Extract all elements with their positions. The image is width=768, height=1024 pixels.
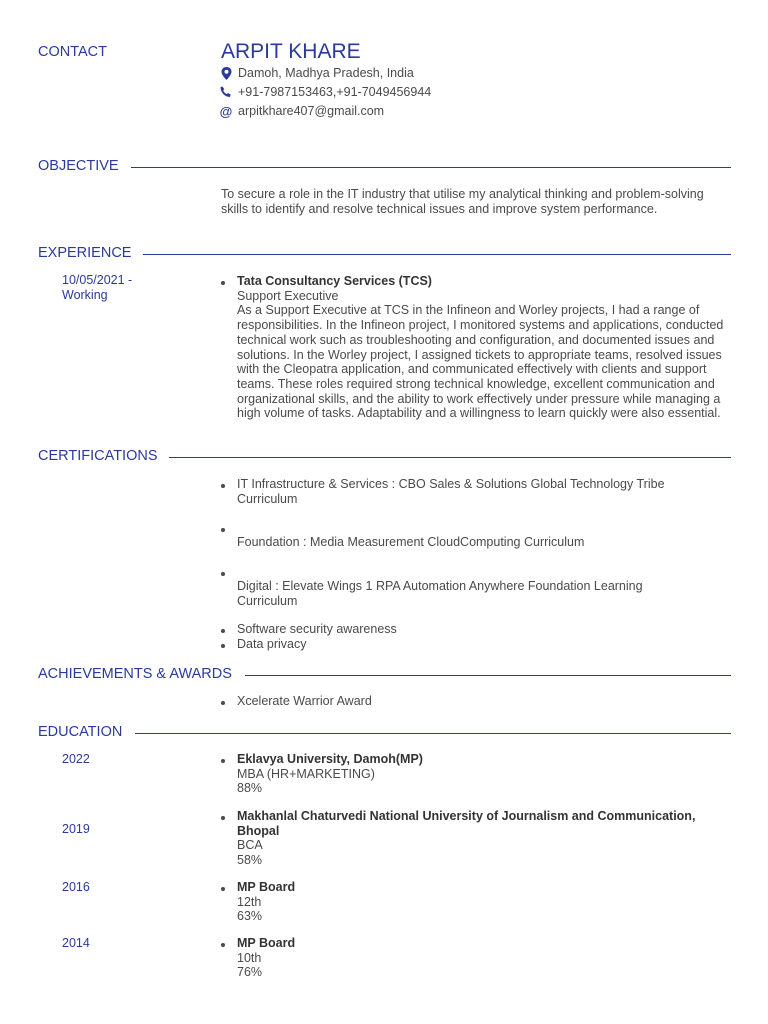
education-score: 76% (237, 965, 263, 980)
bullet (221, 816, 227, 822)
objective-heading: OBJECTIVE (38, 158, 119, 174)
education-item (237, 936, 731, 980)
bullet (221, 644, 227, 650)
education-institution: MP Board (237, 936, 296, 950)
objective-text: To secure a role in the IT industry that utilise my analytical thinking and problem-solving skills to identify and resolve technical issues and improve system performance. (221, 187, 704, 216)
achievements-heading: ACHIEVEMENTS & AWARDS (38, 666, 232, 682)
experience-description: As a Support Executive at TCS in the Infineon and Worley projects, I had a range of responsibilities. In the Infineon project, I monitored systems and applications, conducted technical work such as troubleshooting and configuration, and documented issues and solutions. In the Worley project, I assigned tickets to appropriate teams, resolved issues with the Cleopatra application, and communicated effectively with clients and support teams. These roles required strong technical knowledge, excellent communication and organizational skills, and the ability to work effectively under pressure while managing a high volume of tasks. Adaptability and a willingness to learn quickly were also essential. (237, 303, 724, 421)
education-item (237, 752, 731, 796)
education-degree: 12th (237, 894, 262, 909)
bullet (221, 572, 227, 578)
education-divider (135, 733, 731, 734)
education-item (237, 880, 731, 924)
experience-role: Support Executive (237, 288, 339, 303)
bullet (221, 281, 227, 287)
education-score: 58% (237, 853, 263, 868)
education-degree: 10th (237, 950, 262, 965)
certification-item: Data privacy (237, 637, 307, 651)
education-institution: Eklavya University, Damoh(MP) (237, 752, 423, 766)
education-score: 63% (237, 909, 263, 924)
location-text: Damoh, Madhya Pradesh, India (238, 66, 414, 80)
education-year: 2016 (62, 880, 90, 894)
phone-icon (219, 85, 233, 99)
bullet (221, 701, 227, 707)
experience-date: 10/05/2021 - Working (62, 273, 133, 302)
certification-item: Software security awareness (237, 622, 397, 636)
education-year: 2019 (62, 822, 90, 836)
objective-divider (131, 167, 731, 168)
certification-item: IT Infrastructure & Services : CBO Sales & Solutions Global Technology Tribe Curriculum (237, 477, 665, 506)
education-item (237, 809, 717, 868)
education-institution: MP Board (237, 880, 296, 894)
email-text[interactable]: arpitkhare407@gmail.com (238, 104, 385, 118)
achievements-divider (245, 675, 731, 676)
location-pin-icon (219, 66, 233, 80)
education-institution: Makhanlal Chaturvedi National University of Journalism and Communication, Bhopal (237, 809, 696, 838)
experience-item (237, 274, 731, 421)
education-heading: EDUCATION (38, 724, 123, 740)
education-year: 2022 (62, 752, 90, 766)
phone-text: +91-7987153463,+91-7049456944 (238, 85, 432, 99)
at-sign-icon: @ (219, 103, 233, 119)
education-degree: BCA (237, 838, 263, 853)
certification-item: Digital : Elevate Wings 1 RPA Automation Anywhere Foundation Learning Curriculum (237, 579, 643, 608)
certifications-divider (169, 457, 731, 458)
bullet (221, 484, 227, 490)
bullet (221, 887, 227, 893)
education-year: 2014 (62, 936, 90, 950)
education-score: 88% (237, 781, 263, 796)
candidate-name: ARPIT KHARE (221, 40, 361, 63)
achievement-item: Xcelerate Warrior Award (237, 694, 372, 708)
bullet (221, 943, 227, 949)
bullet (221, 528, 227, 534)
certification-item: Foundation : Media Measurement CloudComputing Curriculum (237, 535, 585, 549)
bullet (221, 759, 227, 765)
contact-heading: CONTACT (38, 44, 108, 60)
education-degree: MBA (HR+MARKETING) (237, 766, 375, 781)
experience-divider (143, 254, 731, 255)
experience-heading: EXPERIENCE (38, 245, 132, 261)
experience-company: Tata Consultancy Services (TCS) (237, 274, 432, 288)
contact-email[interactable] (219, 104, 384, 118)
certifications-heading: CERTIFICATIONS (38, 448, 158, 464)
contact-phone (219, 85, 431, 99)
contact-location (219, 66, 414, 80)
bullet (221, 629, 227, 635)
